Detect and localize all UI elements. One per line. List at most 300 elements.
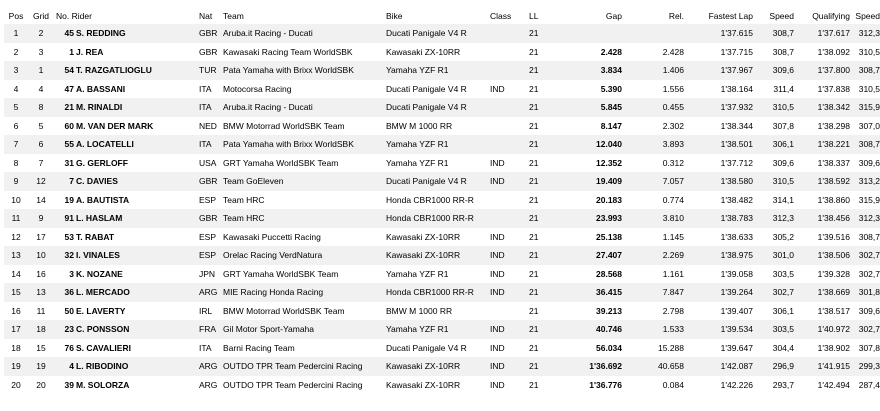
cell-qualifying: 1'38.298 [794, 117, 850, 136]
cell-laps: 21 [529, 339, 553, 358]
cell-grid: 13 [28, 283, 54, 302]
cell-bike: Yamaha YZF R1 [386, 320, 490, 339]
cell-rel: 2.428 [622, 43, 684, 62]
table-row [4, 117, 880, 136]
cell-fastest-lap: 1'39.407 [684, 302, 753, 321]
cell-speed: 303,5 [753, 265, 794, 284]
cell-qualifying-speed: 315,9 [850, 98, 880, 117]
cell-grid: 4 [28, 80, 54, 99]
table-row [4, 191, 880, 210]
cell-class: IND [490, 228, 529, 247]
cell-speed: 304,4 [753, 339, 794, 358]
cell-bike: Honda CBR1000 RR-R [386, 209, 490, 228]
cell-team: Barni Racing Team [223, 339, 386, 358]
cell-rel: 2.798 [622, 302, 684, 321]
header-ll: LL [529, 10, 539, 21]
cell-speed: 308,7 [753, 24, 794, 43]
cell-qualifying: 1'38.902 [794, 339, 850, 358]
cell-team: Team GoEleven [223, 172, 386, 191]
cell-rel: 1.145 [622, 228, 684, 247]
cell-pos: 14 [4, 265, 28, 284]
cell-grid: 14 [28, 191, 54, 210]
cell-qualifying: 1'42.494 [794, 376, 850, 395]
cell-qualifying-speed: 308,7 [850, 228, 880, 247]
cell-team: Gil Motor Sport-Yamaha [223, 320, 386, 339]
cell-laps: 21 [529, 61, 553, 80]
cell-pos: 15 [4, 283, 28, 302]
cell-class [490, 302, 529, 321]
cell-rider-name: M. RINALDI [74, 98, 199, 117]
cell-class: IND [490, 80, 529, 99]
cell-rel: 0.084 [622, 376, 684, 395]
cell-laps: 21 [529, 320, 553, 339]
cell-rider-number: 76 [54, 339, 74, 358]
cell-pos: 13 [4, 246, 28, 265]
cell-qualifying-speed: 301,8 [850, 283, 880, 302]
table-row [4, 228, 880, 247]
cell-rider-number: 31 [54, 154, 74, 173]
cell-grid: 8 [28, 98, 54, 117]
cell-pos: 16 [4, 302, 28, 321]
cell-pos: 17 [4, 320, 28, 339]
cell-speed: 307,8 [753, 117, 794, 136]
cell-speed: 309,6 [753, 61, 794, 80]
cell-bike: Kawasaki ZX-10RR [386, 376, 490, 395]
cell-qualifying-speed: 312,3 [850, 24, 880, 43]
table-row [4, 320, 880, 339]
cell-laps: 21 [529, 172, 553, 191]
cell-nationality: TUR [199, 61, 223, 80]
table-row [4, 302, 880, 321]
cell-bike: Ducati Panigale V4 R [386, 80, 490, 99]
cell-qualifying: 1'38.342 [794, 98, 850, 117]
cell-laps: 21 [529, 265, 553, 284]
cell-qualifying: 1'40.972 [794, 320, 850, 339]
cell-grid: 20 [28, 376, 54, 395]
cell-bike: Ducati Panigale V4 R [386, 172, 490, 191]
cell-rider-name: I. VINALES [74, 246, 199, 265]
cell-qualifying: 1'38.860 [794, 191, 850, 210]
cell-class: IND [490, 376, 529, 395]
cell-nationality: ARG [199, 376, 223, 395]
cell-grid: 19 [28, 357, 54, 376]
cell-rider-name: K. NOZANE [74, 265, 199, 284]
cell-bike: Kawasaki ZX-10RR [386, 246, 490, 265]
cell-bike: Kawasaki ZX-10RR [386, 228, 490, 247]
cell-gap: 5.390 [553, 80, 622, 99]
header-no-rider: No. Rider [56, 10, 92, 21]
cell-qualifying: 1'41.915 [794, 357, 850, 376]
cell-fastest-lap: 1'37.715 [684, 43, 753, 62]
cell-qualifying: 1'38.456 [794, 209, 850, 228]
cell-bike: Honda CBR1000 RR-R [386, 283, 490, 302]
table-row [4, 376, 880, 395]
cell-nationality: JPN [199, 265, 223, 284]
cell-speed: 302,7 [753, 283, 794, 302]
cell-nationality: USA [199, 154, 223, 173]
cell-qualifying-speed: 313,2 [850, 172, 880, 191]
cell-fastest-lap: 1'39.534 [684, 320, 753, 339]
cell-rider-number: 1 [54, 43, 74, 62]
cell-class: IND [490, 339, 529, 358]
header-speed-qualifying: Speed [855, 10, 880, 21]
cell-rider-number: 39 [54, 376, 74, 395]
cell-gap: 25.138 [553, 228, 622, 247]
cell-class: IND [490, 265, 529, 284]
cell-grid: 18 [28, 320, 54, 339]
cell-rider-name: T. RABAT [74, 228, 199, 247]
cell-gap: 12.352 [553, 154, 622, 173]
cell-rider-name: M. VAN DER MARK [74, 117, 199, 136]
cell-fastest-lap: 1'37.932 [684, 98, 753, 117]
cell-grid: 15 [28, 339, 54, 358]
cell-rider-number: 23 [54, 320, 74, 339]
cell-rider-name: M. SOLORZA [74, 376, 199, 395]
cell-qualifying-speed: 315,9 [850, 191, 880, 210]
cell-team: BMW Motorrad WorldSBK Team [223, 302, 386, 321]
cell-pos: 20 [4, 376, 28, 395]
cell-gap: 1'36.692 [553, 357, 622, 376]
cell-speed: 306,1 [753, 135, 794, 154]
cell-qualifying: 1'38.592 [794, 172, 850, 191]
cell-rel: 40.658 [622, 357, 684, 376]
cell-speed: 310,5 [753, 98, 794, 117]
cell-nationality: IRL [199, 302, 223, 321]
cell-nationality: ITA [199, 80, 223, 99]
cell-rider-name: A. LOCATELLI [74, 135, 199, 154]
cell-speed: 303,5 [753, 320, 794, 339]
cell-qualifying-speed: 309,6 [850, 154, 880, 173]
cell-qualifying-speed: 287,4 [850, 376, 880, 395]
cell-qualifying-speed: 302,7 [850, 320, 880, 339]
cell-grid: 16 [28, 265, 54, 284]
cell-grid: 7 [28, 154, 54, 173]
cell-rider-number: 45 [54, 24, 74, 43]
cell-class: IND [490, 320, 529, 339]
cell-laps: 21 [529, 24, 553, 43]
cell-nationality: GBR [199, 209, 223, 228]
cell-rider-name: S. REDDING [74, 24, 199, 43]
cell-grid: 5 [28, 117, 54, 136]
cell-qualifying: 1'39.328 [794, 265, 850, 284]
cell-speed: 314,1 [753, 191, 794, 210]
cell-team: OUTDO TPR Team Pedercini Racing [223, 376, 386, 395]
cell-pos: 8 [4, 154, 28, 173]
cell-laps: 21 [529, 376, 553, 395]
cell-bike: Yamaha YZF R1 [386, 154, 490, 173]
cell-class: IND [490, 283, 529, 302]
cell-bike: Kawasaki ZX-10RR [386, 357, 490, 376]
cell-rider-number: 19 [54, 191, 74, 210]
cell-rider-name: A. BAUTISTA [74, 191, 199, 210]
cell-grid: 2 [28, 24, 54, 43]
cell-pos: 18 [4, 339, 28, 358]
cell-team: Kawasaki Racing Team WorldSBK [223, 43, 386, 62]
cell-qualifying-speed: 307,8 [850, 339, 880, 358]
cell-team: Kawasaki Puccetti Racing [223, 228, 386, 247]
cell-team: Team HRC [223, 191, 386, 210]
cell-grid: 17 [28, 228, 54, 247]
cell-laps: 21 [529, 43, 553, 62]
table-row [4, 265, 880, 284]
cell-qualifying: 1'37.800 [794, 61, 850, 80]
cell-rel: 3.893 [622, 135, 684, 154]
cell-rel [622, 24, 684, 43]
table-row [4, 135, 880, 154]
cell-class [490, 98, 529, 117]
cell-fastest-lap: 1'42.087 [684, 357, 753, 376]
cell-grid: 12 [28, 172, 54, 191]
cell-fastest-lap: 1'38.580 [684, 172, 753, 191]
cell-rel: 0.774 [622, 191, 684, 210]
cell-gap [553, 24, 622, 43]
cell-speed: 301,0 [753, 246, 794, 265]
cell-rider-name: C. DAVIES [74, 172, 199, 191]
cell-grid: 3 [28, 43, 54, 62]
cell-rider-number: 60 [54, 117, 74, 136]
cell-speed: 310,5 [753, 172, 794, 191]
cell-qualifying: 1'38.092 [794, 43, 850, 62]
table-row [4, 283, 880, 302]
cell-speed: 312,3 [753, 209, 794, 228]
cell-pos: 7 [4, 135, 28, 154]
cell-team: Orelac Racing VerdNatura [223, 246, 386, 265]
cell-nationality: ARG [199, 357, 223, 376]
cell-rider-name: C. PONSSON [74, 320, 199, 339]
cell-rider-name: G. GERLOFF [74, 154, 199, 173]
cell-gap: 39.213 [553, 302, 622, 321]
cell-bike: BMW M 1000 RR [386, 302, 490, 321]
cell-qualifying-speed: 310,5 [850, 43, 880, 62]
cell-qualifying-speed: 309,6 [850, 302, 880, 321]
cell-class: IND [490, 154, 529, 173]
cell-gap: 56.034 [553, 339, 622, 358]
cell-bike: Yamaha YZF R1 [386, 265, 490, 284]
cell-nationality: GBR [199, 172, 223, 191]
cell-rider-number: 3 [54, 265, 74, 284]
cell-pos: 2 [4, 43, 28, 62]
header-row [4, 7, 880, 24]
cell-class [490, 43, 529, 62]
cell-rider-number: 54 [54, 61, 74, 80]
cell-rel: 15.288 [622, 339, 684, 358]
cell-class [490, 209, 529, 228]
cell-fastest-lap: 1'39.058 [684, 265, 753, 284]
cell-rel: 0.455 [622, 98, 684, 117]
cell-qualifying-speed: 302,7 [850, 265, 880, 284]
cell-team: BMW Motorrad WorldSBK Team [223, 117, 386, 136]
cell-rider-name: S. CAVALIERI [74, 339, 199, 358]
cell-gap: 2.428 [553, 43, 622, 62]
cell-rider-name: T. RAZGATLIOGLU [74, 61, 199, 80]
cell-nationality: ESP [199, 228, 223, 247]
table-row [4, 61, 880, 80]
cell-pos: 3 [4, 61, 28, 80]
cell-class: IND [490, 246, 529, 265]
cell-rider-number: 7 [54, 172, 74, 191]
cell-grid: 11 [28, 302, 54, 321]
cell-gap: 12.040 [553, 135, 622, 154]
cell-rider-number: 91 [54, 209, 74, 228]
cell-rel: 2.269 [622, 246, 684, 265]
cell-gap: 36.415 [553, 283, 622, 302]
cell-qualifying-speed: 307,0 [850, 117, 880, 136]
cell-qualifying: 1'38.669 [794, 283, 850, 302]
cell-laps: 21 [529, 98, 553, 117]
table-row [4, 154, 880, 173]
cell-rel: 7.057 [622, 172, 684, 191]
cell-fastest-lap: 1'38.344 [684, 117, 753, 136]
table-row [4, 339, 880, 358]
cell-team: Motocorsa Racing [223, 80, 386, 99]
cell-pos: 4 [4, 80, 28, 99]
cell-nationality: GBR [199, 43, 223, 62]
cell-gap: 8.147 [553, 117, 622, 136]
cell-fastest-lap: 1'37.712 [684, 154, 753, 173]
cell-laps: 21 [529, 191, 553, 210]
cell-pos: 11 [4, 209, 28, 228]
cell-rider-number: 53 [54, 228, 74, 247]
header-rel: Rel. [668, 10, 684, 21]
cell-rel: 7.847 [622, 283, 684, 302]
cell-rider-number: 32 [54, 246, 74, 265]
cell-team: Team HRC [223, 209, 386, 228]
cell-gap: 3.834 [553, 61, 622, 80]
cell-bike: Ducati Panigale V4 R [386, 24, 490, 43]
cell-grid: 9 [28, 209, 54, 228]
cell-rider-number: 21 [54, 98, 74, 117]
cell-class: IND [490, 172, 529, 191]
cell-grid: 1 [28, 61, 54, 80]
cell-fastest-lap: 1'39.647 [684, 339, 753, 358]
cell-bike: Yamaha YZF R1 [386, 135, 490, 154]
cell-gap: 20.183 [553, 191, 622, 210]
table-row [4, 24, 880, 43]
cell-team: OUTDO TPR Team Pedercini Racing [223, 357, 386, 376]
cell-nationality: ARG [199, 283, 223, 302]
cell-rel: 1.556 [622, 80, 684, 99]
cell-rider-name: L. HASLAM [74, 209, 199, 228]
cell-laps: 21 [529, 302, 553, 321]
cell-pos: 10 [4, 191, 28, 210]
table-row [4, 98, 880, 117]
cell-qualifying: 1'39.516 [794, 228, 850, 247]
cell-qualifying: 1'37.838 [794, 80, 850, 99]
cell-fastest-lap: 1'38.633 [684, 228, 753, 247]
cell-fastest-lap: 1'39.264 [684, 283, 753, 302]
cell-team: GRT Yamaha WorldSBK Team [223, 265, 386, 284]
cell-laps: 21 [529, 228, 553, 247]
cell-rel: 1.161 [622, 265, 684, 284]
table-row [4, 80, 880, 99]
header-class: Class [490, 10, 512, 21]
cell-qualifying-speed: 310,5 [850, 80, 880, 99]
cell-bike: Kawasaki ZX-10RR [386, 43, 490, 62]
table-row [4, 209, 880, 228]
cell-fastest-lap: 1'38.164 [684, 80, 753, 99]
cell-laps: 21 [529, 209, 553, 228]
cell-rider-number: 50 [54, 302, 74, 321]
cell-class [490, 24, 529, 43]
cell-rider-name: L. RIBODINO [74, 357, 199, 376]
cell-laps: 21 [529, 80, 553, 99]
cell-grid: 10 [28, 246, 54, 265]
cell-fastest-lap: 1'37.967 [684, 61, 753, 80]
cell-nationality: ESP [199, 191, 223, 210]
cell-speed: 296,9 [753, 357, 794, 376]
cell-fastest-lap: 1'42.226 [684, 376, 753, 395]
cell-pos: 12 [4, 228, 28, 247]
cell-speed: 311,4 [753, 80, 794, 99]
cell-nationality: ITA [199, 135, 223, 154]
cell-fastest-lap: 1'38.501 [684, 135, 753, 154]
header-speed: Speed [769, 10, 794, 21]
cell-rider-number: 4 [54, 357, 74, 376]
cell-gap: 28.568 [553, 265, 622, 284]
table-row [4, 172, 880, 191]
cell-fastest-lap: 1'38.975 [684, 246, 753, 265]
cell-rider-name: E. LAVERTY [74, 302, 199, 321]
cell-team: MIE Racing Honda Racing [223, 283, 386, 302]
cell-qualifying: 1'37.617 [794, 24, 850, 43]
cell-qualifying-speed: 312,3 [850, 209, 880, 228]
cell-nationality: GBR [199, 24, 223, 43]
table-row [4, 43, 880, 62]
cell-qualifying: 1'38.221 [794, 135, 850, 154]
cell-rider-number: 47 [54, 80, 74, 99]
cell-rider-name: L. MERCADO [74, 283, 199, 302]
header-pos: Pos [8, 10, 24, 21]
header-fastest-lap: Fastest Lap [708, 10, 753, 21]
cell-grid: 6 [28, 135, 54, 154]
cell-rel: 3.810 [622, 209, 684, 228]
cell-qualifying-speed: 308,7 [850, 135, 880, 154]
cell-rider-number: 36 [54, 283, 74, 302]
results-table [4, 7, 880, 394]
cell-fastest-lap: 1'38.783 [684, 209, 753, 228]
cell-qualifying: 1'38.517 [794, 302, 850, 321]
cell-class [490, 191, 529, 210]
cell-bike: Honda CBR1000 RR-R [386, 191, 490, 210]
cell-rel: 1.406 [622, 61, 684, 80]
cell-laps: 21 [529, 283, 553, 302]
cell-laps: 21 [529, 246, 553, 265]
cell-bike: Yamaha YZF R1 [386, 61, 490, 80]
cell-gap: 1'36.776 [553, 376, 622, 395]
cell-team: Pata Yamaha with Brixx WorldSBK [223, 61, 386, 80]
cell-rider-name: J. REA [74, 43, 199, 62]
cell-nationality: ITA [199, 339, 223, 358]
header-bike: Bike [386, 10, 403, 21]
cell-pos: 19 [4, 357, 28, 376]
header-nat: Nat [199, 10, 213, 21]
header-gap: Gap [605, 10, 622, 21]
cell-speed: 293,7 [753, 376, 794, 395]
cell-speed: 306,1 [753, 302, 794, 321]
cell-rel: 0.312 [622, 154, 684, 173]
cell-team: GRT Yamaha WorldSBK Team [223, 154, 386, 173]
cell-nationality: NED [199, 117, 223, 136]
cell-team: Aruba.it Racing - Ducati [223, 98, 386, 117]
cell-team: Pata Yamaha with Brixx WorldSBK [223, 135, 386, 154]
cell-laps: 21 [529, 117, 553, 136]
cell-gap: 40.746 [553, 320, 622, 339]
cell-gap: 5.845 [553, 98, 622, 117]
cell-rel: 2.302 [622, 117, 684, 136]
cell-gap: 19.409 [553, 172, 622, 191]
cell-pos: 1 [4, 24, 28, 43]
cell-gap: 23.993 [553, 209, 622, 228]
